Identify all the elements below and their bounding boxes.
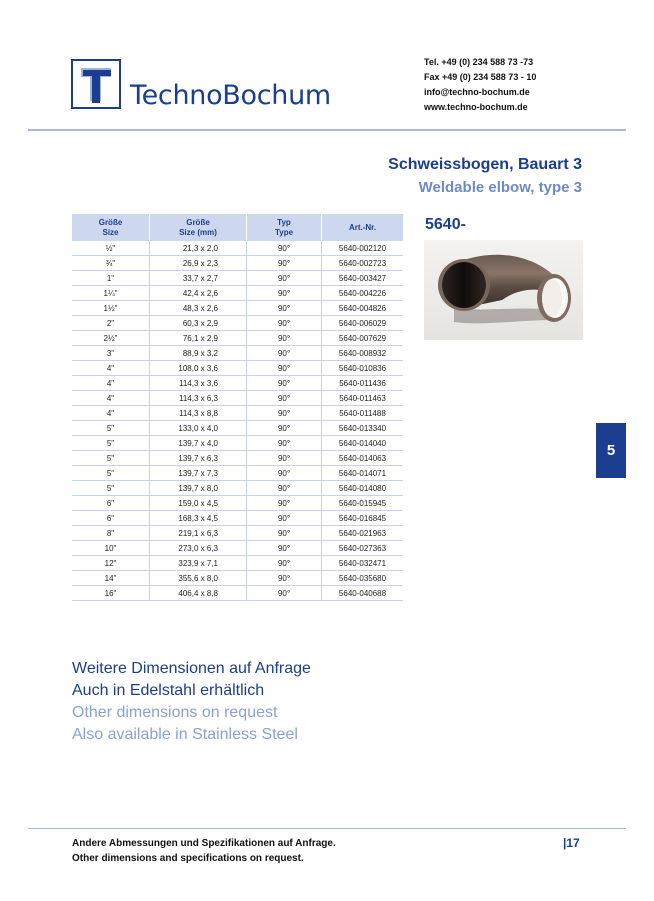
table-row <box>72 241 403 256</box>
cell-art-nr: 5640-040688 <box>322 586 404 601</box>
table-row <box>72 286 403 301</box>
cell-type: 90° <box>247 496 322 511</box>
cell-art-nr: 5640-014071 <box>322 466 404 481</box>
table-row <box>72 316 403 331</box>
page-title-en: Weldable elbow, type 3 <box>418 179 582 196</box>
contact-block <box>424 55 536 115</box>
col-size <box>72 214 150 241</box>
table-row <box>72 271 403 286</box>
col-size-de: Größe <box>98 217 123 227</box>
cell-size: 4" <box>72 361 150 376</box>
cell-type: 90° <box>247 241 322 256</box>
cell-art-nr: 5640-021963 <box>322 526 404 541</box>
col-size-mm-de: Größe <box>186 217 210 227</box>
cell-type: 90° <box>247 286 322 301</box>
cell-size: ½" <box>72 241 150 256</box>
cell-size: 6" <box>72 496 150 511</box>
table-row <box>72 301 403 316</box>
cell-art-nr: 5640-011436 <box>322 376 404 391</box>
cell-size-mm: 108,0 x 3,6 <box>150 361 247 376</box>
table-row <box>72 361 403 376</box>
cell-size: 5" <box>72 451 150 466</box>
product-photo <box>424 240 583 340</box>
table-row <box>72 406 403 421</box>
cell-size: 5" <box>72 466 150 481</box>
cell-art-nr: 5640-014063 <box>322 451 404 466</box>
cell-type: 90° <box>247 511 322 526</box>
cell-size-mm: 88,9 x 3,2 <box>150 346 247 361</box>
cell-size-mm: 406,4 x 8,8 <box>150 586 247 601</box>
cell-type: 90° <box>247 556 322 571</box>
page-number: |17 <box>563 836 580 850</box>
cell-size: 1½" <box>72 301 150 316</box>
cell-type: 90° <box>247 316 322 331</box>
cell-type: 90° <box>247 586 322 601</box>
cell-size: 10" <box>72 541 150 556</box>
cell-type: 90° <box>247 421 322 436</box>
cell-size-mm: 355,6 x 8,0 <box>150 571 247 586</box>
contact-web: www.techno-bochum.de <box>424 102 528 112</box>
cell-type: 90° <box>247 406 322 421</box>
col-type-en: Type <box>274 227 294 237</box>
table-row <box>72 556 403 571</box>
cell-type: 90° <box>247 526 322 541</box>
cell-size: 4" <box>72 391 150 406</box>
cell-type: 90° <box>247 361 322 376</box>
cell-size: 6" <box>72 511 150 526</box>
cell-type: 90° <box>247 466 322 481</box>
note-stainless-en: Also available in Stainless Steel <box>72 726 298 743</box>
col-art-nr-label: Art.-Nr. <box>348 222 377 232</box>
cell-type: 90° <box>247 571 322 586</box>
cell-art-nr: 5640-007629 <box>322 331 404 346</box>
spec-table <box>72 214 403 601</box>
cell-size-mm: 60,3 x 2,9 <box>150 316 247 331</box>
cell-type: 90° <box>247 481 322 496</box>
cell-art-nr: 5640-011463 <box>322 391 404 406</box>
col-size-mm-en: Size (mm) <box>179 227 217 237</box>
footer-notice-de: Andere Abmessungen und Spezifikationen auf Anfrage. <box>72 838 336 849</box>
cell-size-mm: 21,3 x 2,0 <box>150 241 247 256</box>
cell-art-nr: 5640-016845 <box>322 511 404 526</box>
cell-art-nr: 5640-006029 <box>322 316 404 331</box>
cell-size: 5" <box>72 421 150 436</box>
cell-type: 90° <box>247 346 322 361</box>
table-row <box>72 331 403 346</box>
cell-type: 90° <box>247 436 322 451</box>
table-row <box>72 481 403 496</box>
cell-size-mm: 139,7 x 6,3 <box>150 451 247 466</box>
cell-size-mm: 168,3 x 4,5 <box>150 511 247 526</box>
table-row <box>72 511 403 526</box>
cell-size: 14" <box>72 571 150 586</box>
page-title-de: Schweissbogen, Bauart 3 <box>388 156 582 173</box>
cell-size-mm: 159,0 x 4,5 <box>150 496 247 511</box>
cell-art-nr: 5640-032471 <box>322 556 404 571</box>
cell-size: 2" <box>72 316 150 331</box>
cell-size: 4" <box>72 376 150 391</box>
footer-notice-en: Other dimensions and specifications on request. <box>72 853 304 864</box>
cell-type: 90° <box>247 271 322 286</box>
cell-art-nr: 5640-004226 <box>322 286 404 301</box>
cell-size-mm: 33,7 x 2,7 <box>150 271 247 286</box>
cell-art-nr: 5640-003427 <box>322 271 404 286</box>
logo <box>71 59 121 109</box>
note-stainless-de: Auch in Edelstahl erhältlich <box>72 682 265 699</box>
cell-art-nr: 5640-014080 <box>322 481 404 496</box>
cell-type: 90° <box>247 301 322 316</box>
footer-notice <box>72 836 336 866</box>
cell-size-mm: 26,9 x 2,3 <box>150 256 247 271</box>
table-row <box>72 466 403 481</box>
contact-email: info@techno-bochum.de <box>424 87 530 97</box>
table-row <box>72 496 403 511</box>
table-row <box>72 391 403 406</box>
col-type <box>247 214 322 241</box>
cell-type: 90° <box>247 376 322 391</box>
cell-size: 5" <box>72 481 150 496</box>
contact-tel: Tel. +49 (0) 234 588 73 -73 <box>424 57 534 67</box>
cell-size-mm: 219,1 x 6,3 <box>150 526 247 541</box>
note-more-dimensions-de: Weitere Dimensionen auf Anfrage <box>72 660 311 677</box>
cell-size: 12" <box>72 556 150 571</box>
chapter-tab: 5 <box>596 423 626 478</box>
cell-type: 90° <box>247 451 322 466</box>
col-size-mm <box>150 214 247 241</box>
cell-size: 16" <box>72 586 150 601</box>
table-row <box>72 571 403 586</box>
cell-size-mm: 114,3 x 6,3 <box>150 391 247 406</box>
cell-art-nr: 5640-004826 <box>322 301 404 316</box>
col-size-en: Size <box>102 227 119 237</box>
cell-art-nr: 5640-013340 <box>322 421 404 436</box>
cell-size-mm: 139,7 x 4,0 <box>150 436 247 451</box>
table-row <box>72 346 403 361</box>
cell-size: 3" <box>72 346 150 361</box>
cell-art-nr: 5640-027363 <box>322 541 404 556</box>
footer-divider <box>28 828 626 829</box>
cell-size-mm: 114,3 x 3,6 <box>150 376 247 391</box>
cell-art-nr: 5640-011488 <box>322 406 404 421</box>
product-code: 5640- <box>425 216 466 233</box>
cell-size-mm: 273,0 x 6,3 <box>150 541 247 556</box>
cell-art-nr: 5640-010836 <box>322 361 404 376</box>
elbow-pipe-image <box>424 240 583 340</box>
cell-size-mm: 323,9 x 7,1 <box>150 556 247 571</box>
cell-size-mm: 76,1 x 2,9 <box>150 331 247 346</box>
header-divider <box>28 129 626 131</box>
table-row <box>72 451 403 466</box>
col-type-de: Typ <box>277 217 291 227</box>
cell-art-nr: 5640-014040 <box>322 436 404 451</box>
cell-art-nr: 5640-002723 <box>322 256 404 271</box>
cell-size: 1¼" <box>72 286 150 301</box>
cell-size-mm: 139,7 x 8,0 <box>150 481 247 496</box>
cell-type: 90° <box>247 391 322 406</box>
table-row <box>72 256 403 271</box>
cell-size-mm: 114,3 x 8,8 <box>150 406 247 421</box>
cell-size: 8" <box>72 526 150 541</box>
cell-size: ¾" <box>72 256 150 271</box>
table-row <box>72 421 403 436</box>
cell-size-mm: 139,7 x 7,3 <box>150 466 247 481</box>
cell-size: 2½" <box>72 331 150 346</box>
cell-type: 90° <box>247 331 322 346</box>
cell-size-mm: 133,0 x 4,0 <box>150 421 247 436</box>
cell-size-mm: 48,3 x 2,6 <box>150 301 247 316</box>
cell-size: 1" <box>72 271 150 286</box>
logo-mark-stem <box>92 76 100 103</box>
cell-art-nr: 5640-035680 <box>322 571 404 586</box>
cell-art-nr: 5640-002120 <box>322 241 404 256</box>
table-row <box>72 436 403 451</box>
table-header-row <box>72 214 403 241</box>
table-body <box>72 241 403 601</box>
table-row <box>72 376 403 391</box>
cell-art-nr: 5640-015945 <box>322 496 404 511</box>
contact-fax: Fax +49 (0) 234 588 73 - 10 <box>424 72 537 82</box>
table-row <box>72 586 403 601</box>
table-row <box>72 541 403 556</box>
cell-size-mm: 42,4 x 2,6 <box>150 286 247 301</box>
cell-size: 4" <box>72 406 150 421</box>
cell-art-nr: 5640-008932 <box>322 346 404 361</box>
cell-size: 5" <box>72 436 150 451</box>
brand-name: TechnoBochum <box>130 80 331 111</box>
col-art-nr <box>322 214 404 241</box>
note-more-dimensions-en: Other dimensions on request <box>72 704 278 721</box>
cell-type: 90° <box>247 541 322 556</box>
table-row <box>72 526 403 541</box>
cell-type: 90° <box>247 256 322 271</box>
